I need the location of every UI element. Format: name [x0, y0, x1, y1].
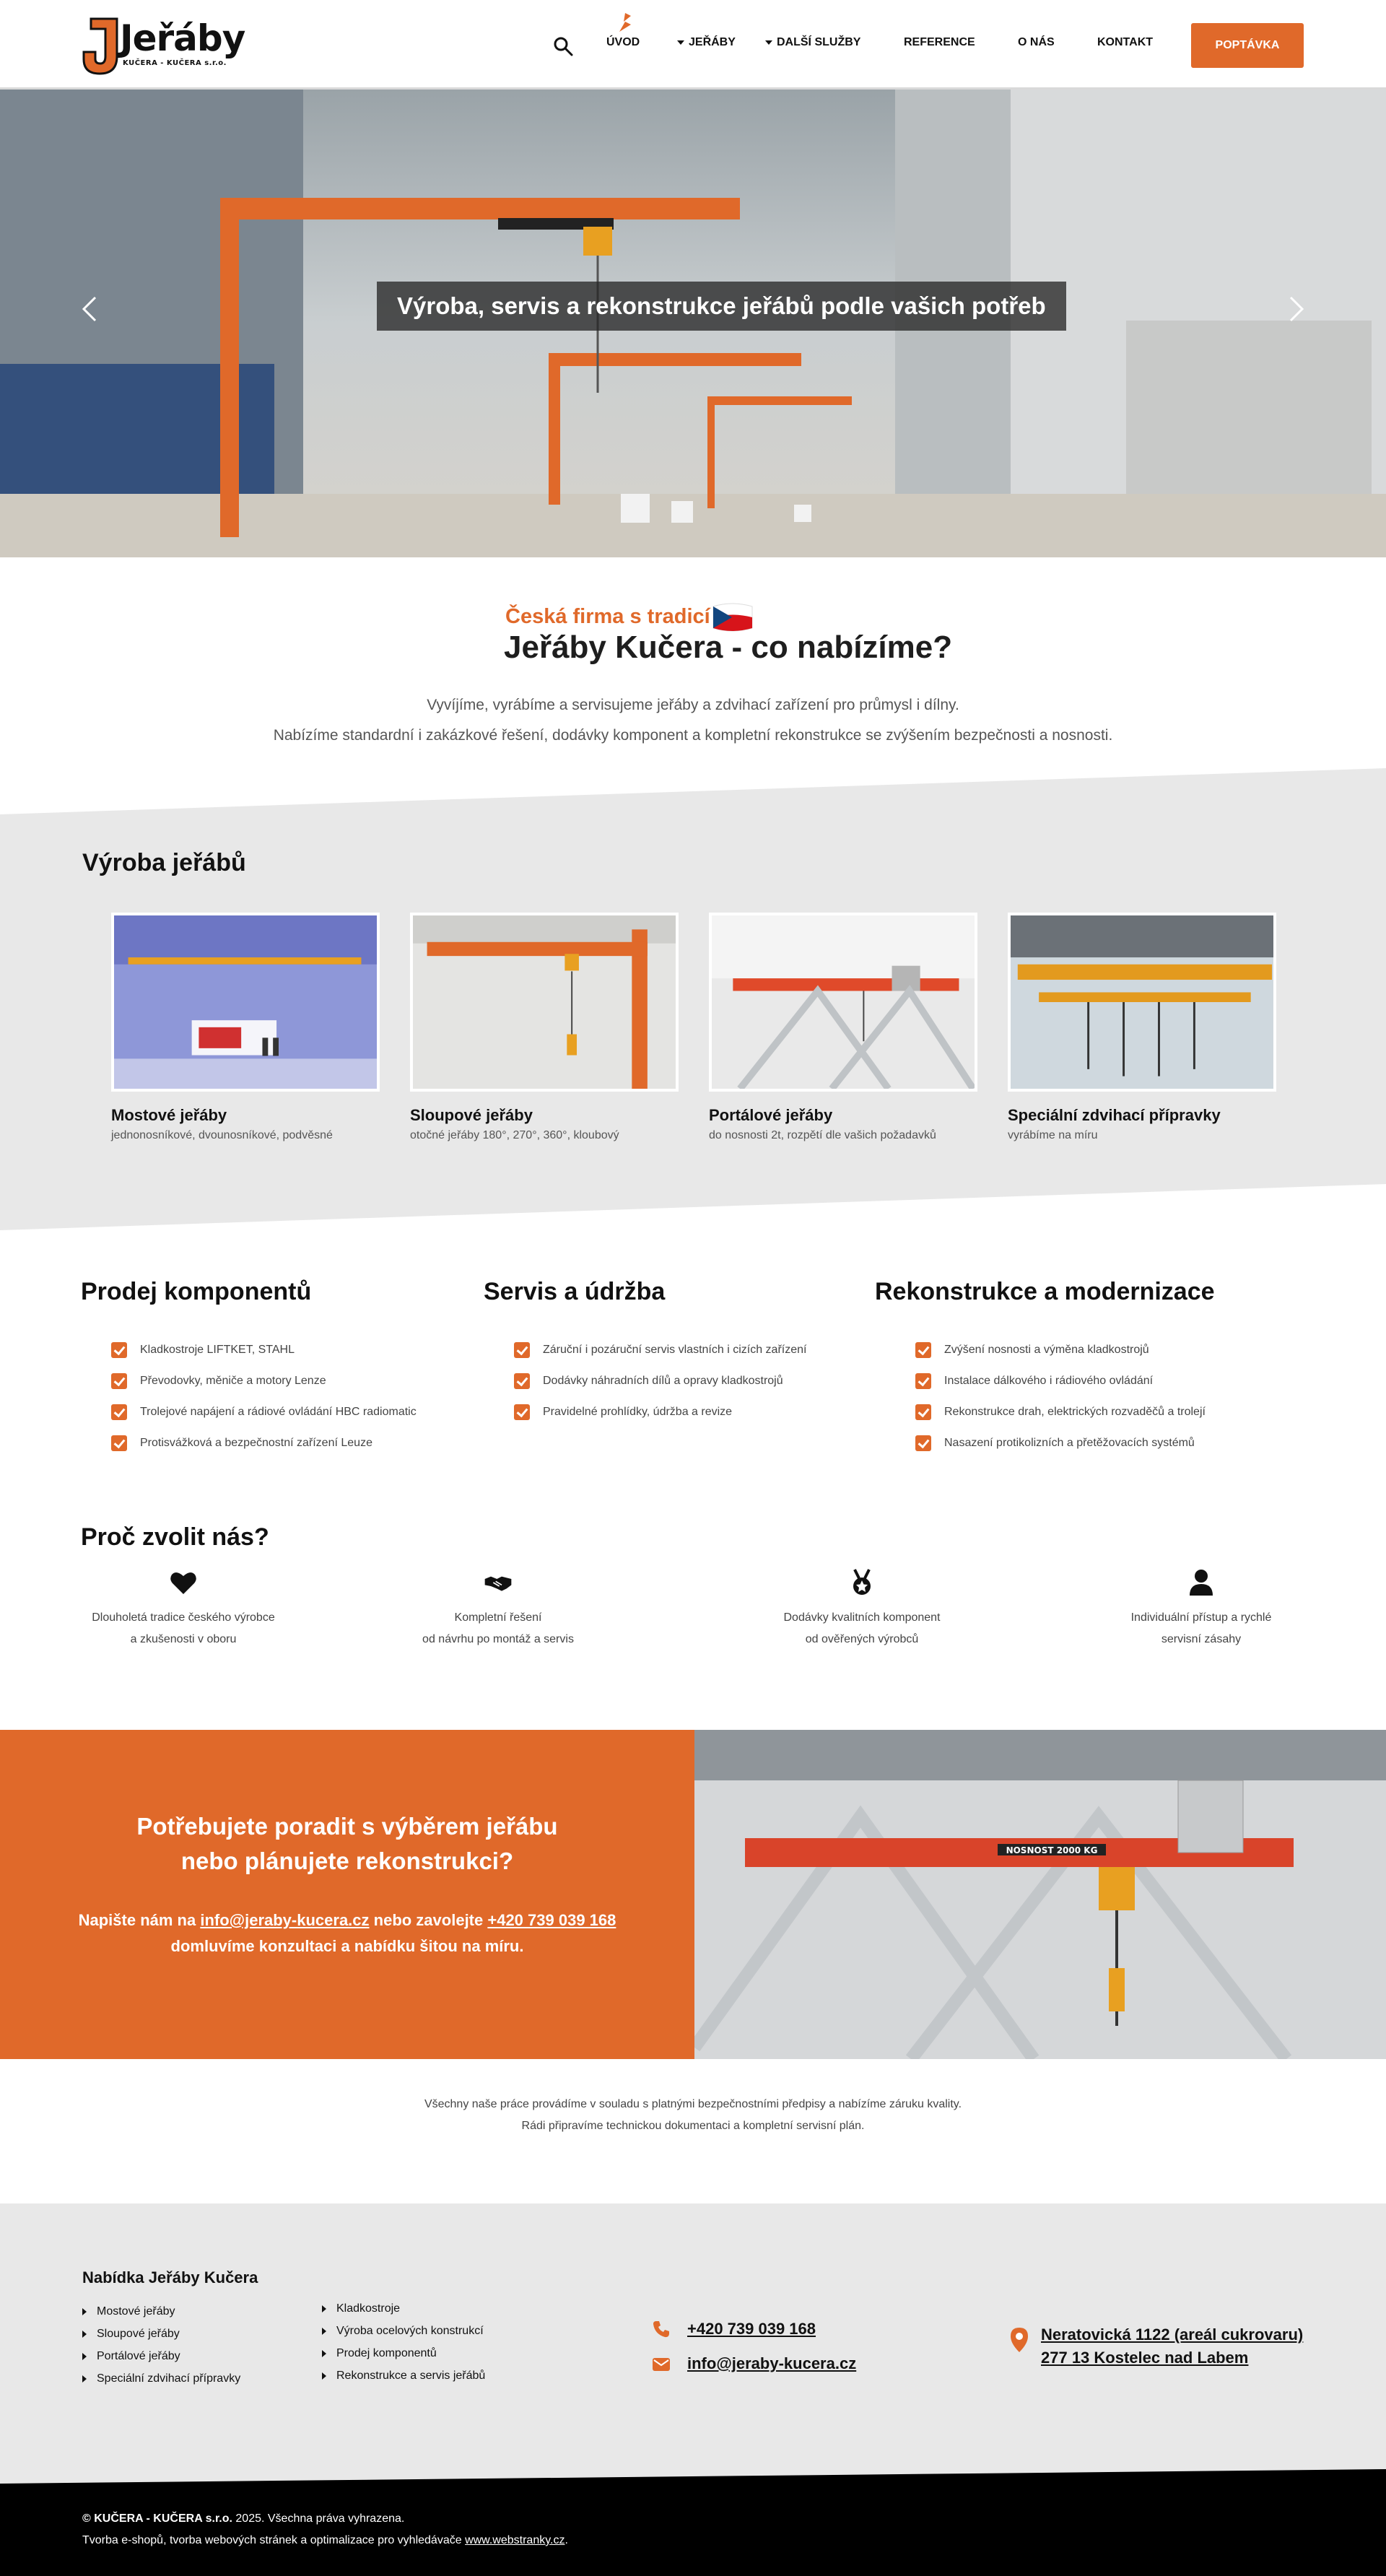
- production-title: Výroba jeřábů: [82, 849, 246, 876]
- footer-link[interactable]: Portálové jeřáby: [82, 2345, 240, 2367]
- checkbox-icon: [111, 1404, 127, 1420]
- nav-reference[interactable]: REFERENCE: [904, 36, 975, 48]
- copyright: © KUČERA - KUČERA s.r.o. 2025. Všechna práva vyhrazena. Tvorba e-shopů, tvorba webových stránek a optimalizace pro vyhledávače www.webstranky.cz.: [82, 2512, 568, 2546]
- nav-o-nas[interactable]: O NÁS: [1018, 36, 1055, 48]
- crane-image: [111, 913, 380, 1092]
- checkbox-icon: [514, 1404, 530, 1420]
- crane-image: [410, 913, 679, 1092]
- checkbox-icon: [514, 1373, 530, 1389]
- crane-image: [1008, 913, 1276, 1092]
- cta-phone-link[interactable]: +420 739 039 168: [487, 1911, 616, 1929]
- active-nav-marker-icon: [616, 12, 632, 33]
- consult-cta: [0, 1730, 694, 2059]
- checkbox-icon: [915, 1404, 931, 1420]
- location-pin-icon: [1009, 2326, 1029, 2354]
- nav-dalsi-sluzby[interactable]: DALŠÍ SLUŽBY: [765, 36, 860, 49]
- intro-kicker: Česká firma s tradicí: [505, 605, 710, 628]
- crane-subtitle: otočné jeřáby 180°, 270°, 360°, kloubový: [410, 1129, 619, 1141]
- footer-phone-link[interactable]: +420 739 039 168: [651, 2319, 816, 2339]
- services-title-reconstruction: Rekonstrukce a modernizace: [875, 1278, 1215, 1305]
- footer-link[interactable]: Mostové jeřáby: [82, 2300, 240, 2323]
- nav-uvod[interactable]: ÚVOD: [606, 36, 640, 48]
- services-title-components: Prodej komponentů: [81, 1278, 312, 1305]
- why-item-complete: Kompletní řešení od návrhu po montáž a servis: [390, 1568, 606, 1650]
- checkbox-icon: [915, 1373, 931, 1389]
- list-item: Trolejové napájení a rádiové ovládání HBC radiomatic: [111, 1396, 417, 1427]
- why-item-quality: Dodávky kvalitních komponent od ověřených výrobců: [754, 1568, 970, 1650]
- why-item-individual: Individuální přístup a rychlé servisní zásahy: [1093, 1568, 1309, 1650]
- reconstruction-list: [915, 1334, 1206, 1458]
- footer-link[interactable]: Prodej komponentů: [322, 2342, 485, 2364]
- slider-prev-icon[interactable]: [79, 295, 101, 323]
- capacity-label: NOSNOST 2000 KG: [1006, 1845, 1098, 1855]
- hero-slider: [0, 90, 1386, 557]
- caret-down-icon: [765, 40, 772, 45]
- email-icon: [651, 2354, 671, 2374]
- crane-name: Mostové jeřáby: [111, 1106, 227, 1124]
- cta-heading: Potřebujete poradit s výběrem jeřábu nebo plánujete rekonstrukci?: [136, 1813, 558, 1874]
- crane-name: Portálové jeřáby: [709, 1106, 833, 1124]
- footer-link[interactable]: Rekonstrukce a servis jeřábů: [322, 2364, 485, 2387]
- footer-address[interactable]: Neratovická 1122 (areál cukrovaru) 277 13 Kostelec nad Labem: [1009, 2323, 1303, 2370]
- crane-subtitle: jednonosníkové, dvounosníkové, podvěsné: [111, 1129, 333, 1141]
- footer-link[interactable]: Speciální zdvihací přípravky: [82, 2367, 240, 2390]
- logo-text: Jeřáby: [120, 17, 245, 59]
- crane-image: [709, 913, 977, 1092]
- footer-link[interactable]: Výroba ocelových konstrukcí: [322, 2320, 485, 2342]
- crane-subtitle: do nosnosti 2t, rozpětí dle vašich požadavků: [709, 1129, 936, 1141]
- credit-link[interactable]: www.webstranky.cz: [465, 2534, 565, 2546]
- crane-photo: [694, 1730, 1386, 2059]
- list-item: Dodávky náhradních dílů a opravy kladkostrojů: [514, 1365, 806, 1396]
- quality-note: Všechny naše práce provádíme v souladu s platnými bezpečnostními předpisy a nabízíme záruku kvality. Rádi připravíme technickou dokumentaci a kompletní servisní plán.: [424, 2098, 962, 2132]
- service-list: [514, 1334, 806, 1427]
- list-item: Zvýšení nosnosti a výměna kladkostrojů: [915, 1334, 1206, 1365]
- inquiry-button[interactable]: POPTÁVKA: [1191, 23, 1304, 68]
- checkbox-icon: [915, 1342, 931, 1358]
- services-title-service: Servis a údržba: [484, 1278, 666, 1305]
- checkbox-icon: [111, 1435, 127, 1451]
- caret-down-icon: [677, 40, 684, 45]
- footer-links-crane: [82, 2300, 240, 2390]
- why-title: Proč zvolit nás?: [81, 1523, 269, 1551]
- heart-icon: [169, 1568, 198, 1597]
- list-item: Převodovky, měniče a motory Lenze: [111, 1365, 417, 1396]
- medal-icon: [847, 1568, 876, 1597]
- crane-card-sloupove[interactable]: [410, 913, 679, 1142]
- list-item: Nasazení protikolizních a přetěžovacích systémů: [915, 1427, 1206, 1458]
- checkbox-icon: [915, 1435, 931, 1451]
- crane-subtitle: vyrábíme na míru: [1008, 1129, 1098, 1141]
- list-item: Záruční i pozáruční servis vlastních i cizích zařízení: [514, 1334, 806, 1365]
- footer-link[interactable]: Kladkostroje: [322, 2297, 485, 2320]
- cta-text: Napište nám na info@jeraby-kucera.cz nebo zavolejte +420 739 039 168 domluvíme konzultaci a nabídku šitou na míru.: [78, 1911, 616, 1955]
- intro-text: Vyvíjíme, vyrábíme a servisujeme jeřáby a zdvihací zařízení pro průmysl i dílny. Nabízíme standardní i zakázkové řešení, dodávky komponent a kompletní rekonstrukce se zvýšením bezpečnosti a nosnosti.: [273, 697, 1113, 744]
- checkbox-icon: [111, 1342, 127, 1358]
- person-icon: [1187, 1568, 1216, 1597]
- logo-mark-icon: [81, 16, 120, 77]
- footer-title: Nabídka Jeřáby Kučera: [82, 2268, 258, 2286]
- list-item: Kladkostroje LIFTKET, STAHL: [111, 1334, 417, 1365]
- phone-icon: [651, 2319, 671, 2339]
- footer-email-link[interactable]: info@jeraby-kucera.cz: [651, 2354, 856, 2374]
- logo[interactable]: [81, 16, 243, 77]
- list-item: Pravidelné prohlídky, údržba a revize: [514, 1396, 806, 1427]
- list-item: Instalace dálkového i rádiového ovládání: [915, 1365, 1206, 1396]
- nav-jeraby[interactable]: JEŘÁBY: [677, 36, 736, 49]
- footer-link[interactable]: Sloupové jeřáby: [82, 2323, 240, 2345]
- handshake-icon: [484, 1568, 513, 1597]
- why-item-tradition: Dlouholetá tradice českého výrobce a zkušenosti v oboru: [75, 1568, 292, 1650]
- hero-caption: Výroba, servis a rekonstrukce jeřábů podle vašich potřeb: [377, 282, 1066, 331]
- site-header: [0, 0, 1386, 90]
- crane-card-specialni[interactable]: [1008, 913, 1276, 1142]
- cta-email-link[interactable]: info@jeraby-kucera.cz: [200, 1911, 370, 1929]
- slider-next-icon[interactable]: [1285, 295, 1307, 323]
- checkbox-icon: [111, 1373, 127, 1389]
- logo-subtitle: KUČERA - KUČERA s.r.o.: [123, 59, 227, 67]
- footer-links-services: [322, 2297, 485, 2387]
- list-item: Rekonstrukce drah, elektrických rozvaděčů a trolejí: [915, 1396, 1206, 1427]
- crane-name: Speciální zdvihací přípravky: [1008, 1106, 1221, 1124]
- components-list: [111, 1334, 417, 1458]
- search-icon[interactable]: [552, 35, 574, 57]
- crane-card-portalove[interactable]: [709, 913, 977, 1142]
- list-item: Protisvážková a bezpečnostní zařízení Leuze: [111, 1427, 417, 1458]
- page-title: Jeřáby Kučera - co nabízíme?: [504, 630, 953, 665]
- checkbox-icon: [514, 1342, 530, 1358]
- nav-kontakt[interactable]: KONTAKT: [1097, 36, 1154, 48]
- cta-image: [694, 1730, 1386, 2059]
- crane-name: Sloupové jeřáby: [410, 1106, 533, 1124]
- crane-card-mostove[interactable]: [111, 913, 380, 1142]
